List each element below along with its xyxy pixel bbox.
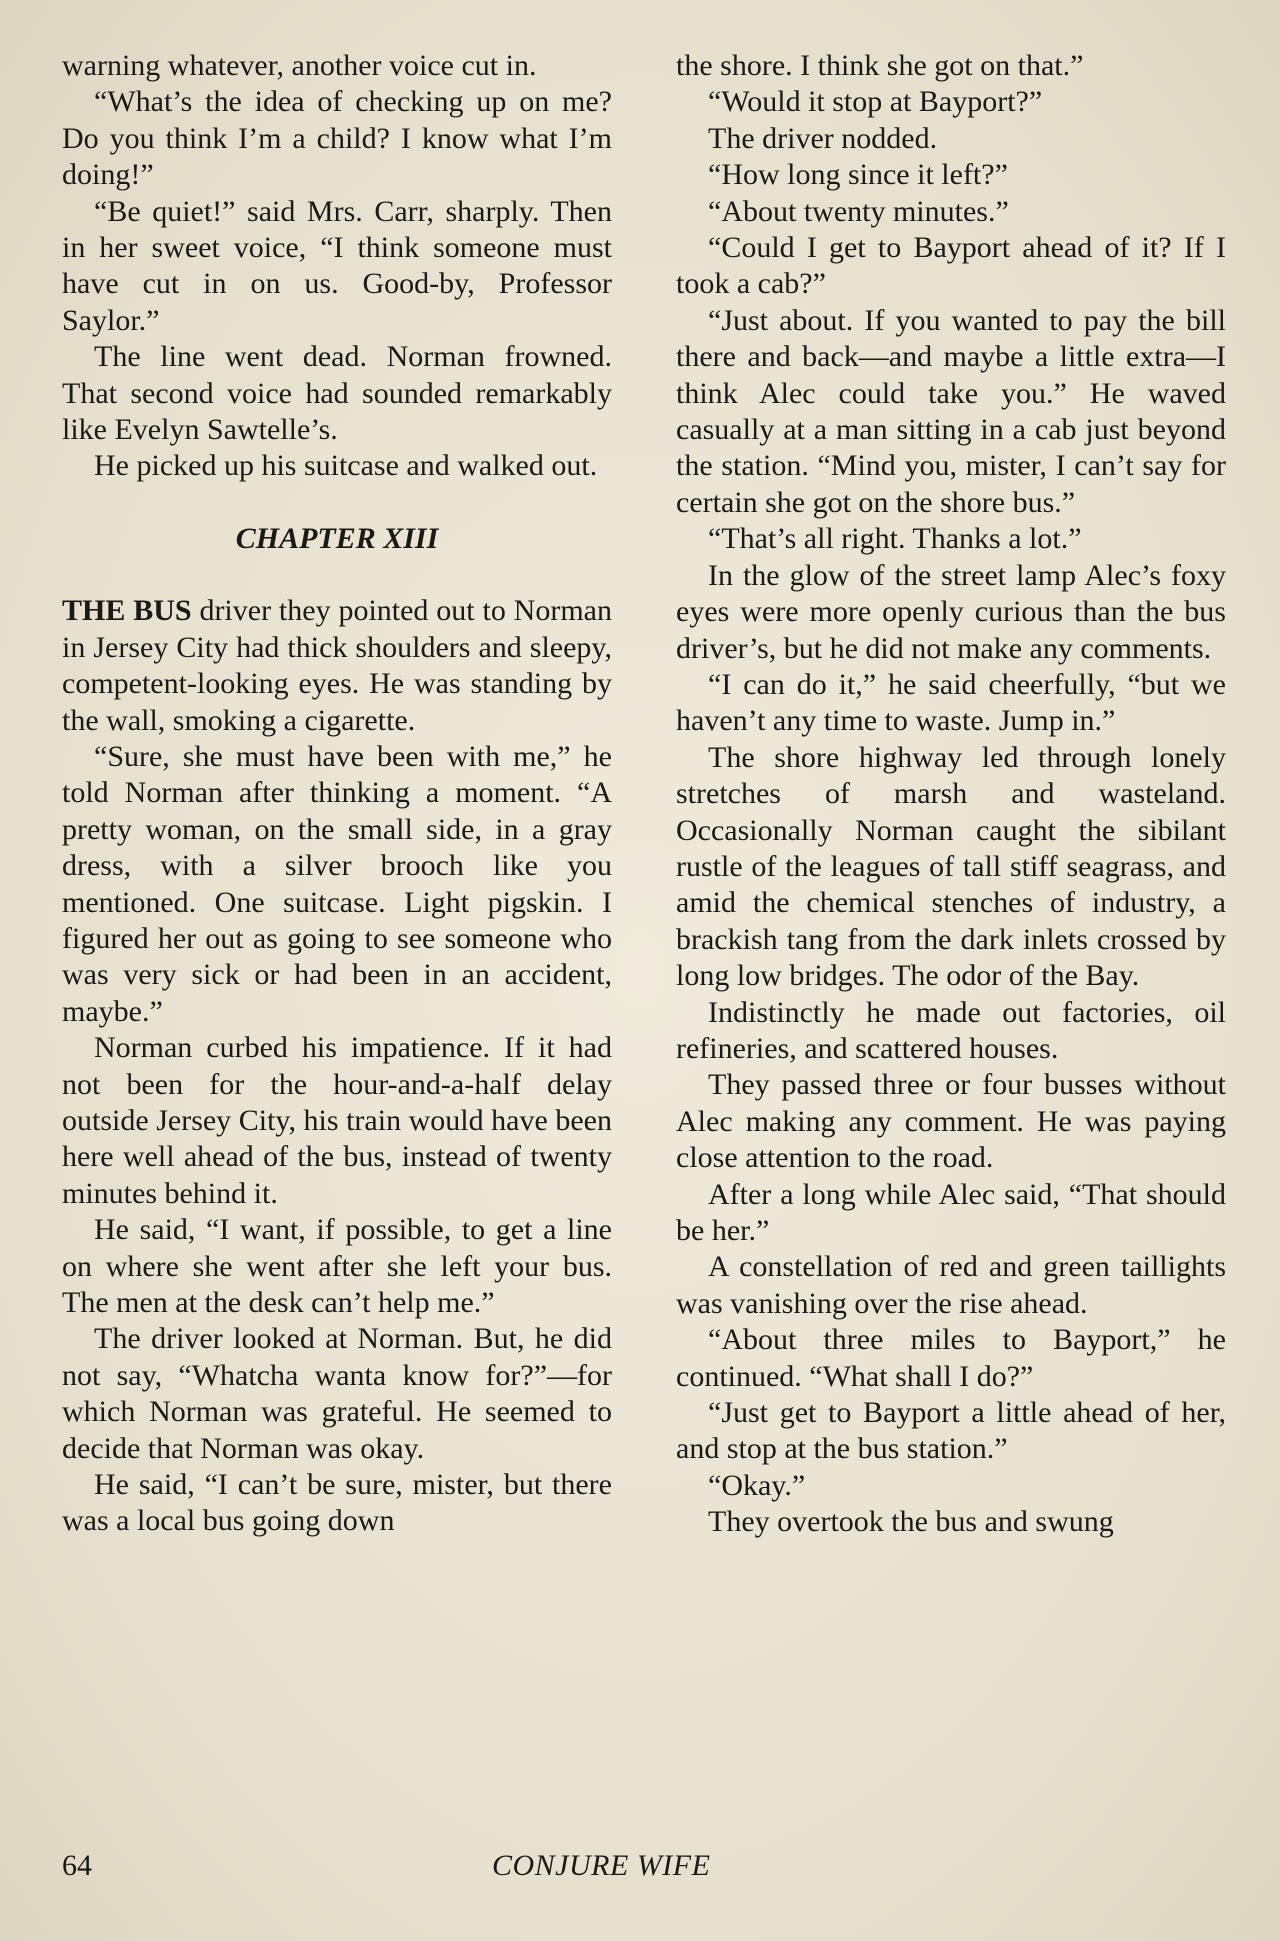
paragraph: A constellation of red and green taillights was vanishing over the rise ahead.: [676, 1250, 1226, 1320]
paragraph: “Just get to Bayport a little ahead of her, and stop at the bus station.”: [676, 1396, 1226, 1466]
paragraph: “Would it stop at Bayport?”: [708, 85, 1043, 119]
paragraph: He said, “I can’t be sure, mister, but there was a local bus going down: [62, 1468, 612, 1538]
paragraph: The shore highway led through lonely stretches of marsh and wasteland. Occasionally Norman caught the sibilant rustle of the leagues of tall stiff seagrass, and amid the chemical stenches of industry, a brackish tang from the dark inlets crossed by long low bridges. The odor of the Bay.: [676, 740, 1226, 993]
page-number: 64: [62, 1849, 92, 1882]
paragraph: They passed three or four busses without Alec making any comment. He was paying close attention to the road.: [676, 1068, 1226, 1175]
page-footer: [62, 1848, 1218, 1888]
paragraph: Norman curbed his impatience. If it had not been for the hour-and-a-half delay outside Jersey City, his train would have been here well ahead of the bus, instead of twenty minutes behind it.: [62, 1031, 612, 1210]
paragraph: They overtook the bus and swung: [708, 1505, 1114, 1539]
paragraph: He said, “I want, if possible, to get a line on where she went after she left your bus. The men at the desk can’t help me.”: [62, 1213, 612, 1319]
paragraph: the shore. I think she got on that.”: [676, 49, 1084, 82]
paragraph: The line went dead. Norman frowned. That second voice had sounded remarkably like Evelyn Sawtelle’s.: [62, 340, 612, 447]
paragraph: “Just about. If you wanted to pay the bill there and back—and maybe a little extra—I think Alec could take you.” He waved casually at a man sitting in a cab just beyond the station. “Mind you, mister, I can’t say for certain she got on the shore bus.”: [676, 303, 1226, 519]
paragraph: In the glow of the street lamp Alec’s foxy eyes were more openly curious than the bus driver’s, but he did not make any comments.: [676, 558, 1226, 665]
paragraph: “Sure, she must have been with me,” he told Norman after thinking a moment. “A pretty woman, on the small side, in a gray dress, with a silver brooch like you mentioned. One suitcase. Light pigskin. I figured her out as going to see someone who was very sick or had been in an accident, maybe.”: [62, 739, 612, 1028]
paragraph: “Could I get to Bayport ahead of it? If I took a cab?”: [676, 231, 1226, 301]
chapter-lead-words: THE BUS: [62, 594, 192, 628]
paragraph: warning whatever, another voice cut in.: [62, 49, 537, 82]
paragraph: The driver looked at Norman. But, he did not say, “Whatcha wanta know for?”—for which Norman was grateful. He seemed to decide that Norman was okay.: [62, 1322, 612, 1465]
chapter-opening-text: driver they pointed out to Norman in Jersey City had thick shoulders and sleepy, competent-looking eyes. He was standing by the wall, smoking a cigarette.: [62, 594, 612, 737]
paragraph: “About three miles to Bayport,” he continued. “What shall I do?”: [676, 1323, 1226, 1393]
paragraph: After a long while Alec said, “That should be her.”: [676, 1177, 1226, 1247]
running-title: CONJURE WIFE: [492, 1849, 711, 1882]
paragraph: He picked up his suitcase and walked out.: [94, 449, 598, 483]
left-column: [62, 48, 612, 1540]
right-column: [676, 48, 1226, 1541]
paragraph: The driver nodded.: [708, 121, 938, 155]
paragraph: “Be quiet!” said Mrs. Carr, sharply. Then in her sweet voice, “I think someone must have cut in on us. Good-by, Professor Saylor.”: [62, 194, 612, 337]
chapter-heading: CHAPTER XIII: [235, 521, 439, 555]
paragraph: “What’s the idea of checking up on me? Do you think I’m a child? I know what I’m doing!”: [62, 85, 612, 192]
paragraph: Indistinctly he made out factories, oil refineries, and scattered houses.: [676, 995, 1226, 1065]
paragraph: “About twenty minutes.”: [708, 194, 1009, 228]
chapter-opening-paragraph: [62, 593, 612, 739]
paragraph: “Okay.”: [708, 1468, 806, 1502]
paragraph: “That’s all right. Thanks a lot.”: [708, 522, 1082, 556]
paragraph: “How long since it left?”: [708, 158, 1008, 192]
paragraph: “I can do it,” he said cheerfully, “but we haven’t any time to waste. Jump in.”: [676, 667, 1226, 738]
